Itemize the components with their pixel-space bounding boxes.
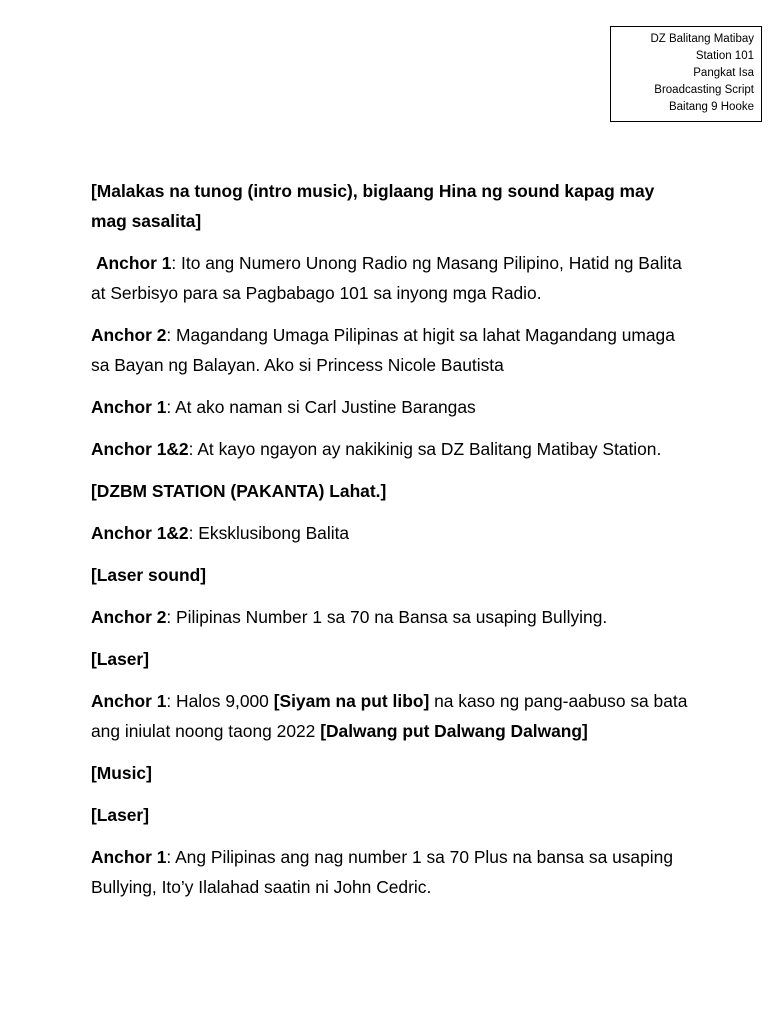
speaker-label: Anchor 2 <box>91 325 167 345</box>
header-document-type: Broadcasting Script <box>654 84 754 96</box>
speaker-label: Anchor 1&2 <box>91 523 189 543</box>
dialogue-text: na kaso ng pang-aabuso sa bata ang iniulat noong taong 2022 <box>91 691 688 741</box>
speaker-label: Anchor 1 <box>91 691 167 711</box>
script-paragraph-anchor-line <box>91 248 691 308</box>
spoken-number-cue: [Siyam na put libo] <box>273 691 430 711</box>
script-paragraph-anchor-line <box>91 602 691 632</box>
header-station-number: Station 101 <box>695 50 754 62</box>
dialogue-text: : Halos 9,000 <box>166 691 274 711</box>
script-paragraph-anchor-line <box>91 842 691 902</box>
sound-cue: [Laser] <box>91 805 149 825</box>
script-paragraph-anchor-line <box>91 320 691 380</box>
speaker-label: Anchor 1 <box>91 397 167 417</box>
script-paragraph-cue <box>91 758 691 788</box>
script-paragraph-cue <box>91 800 691 830</box>
script-paragraph-anchor-line <box>91 686 691 746</box>
dialogue-text: : Eksklusibong Balita <box>188 523 350 543</box>
script-paragraph-cue <box>91 476 691 506</box>
dialogue-text: : Pilipinas Number 1 sa 70 na Bansa sa usaping Bullying. <box>166 607 608 627</box>
speaker-label: Anchor 1 <box>91 847 167 867</box>
document-header-box <box>610 26 762 122</box>
speaker-label: Anchor 2 <box>91 607 167 627</box>
script-paragraph-anchor-line <box>91 392 691 422</box>
sound-cue: [Laser sound] <box>91 565 206 585</box>
header-station-name: DZ Balitang Matibay <box>650 33 754 45</box>
sound-cue: [DZBM STATION (PAKANTA) Lahat.] <box>91 481 387 501</box>
broadcast-script <box>91 176 691 914</box>
script-paragraph-anchor-line <box>91 434 691 464</box>
sound-cue: [Music] <box>91 763 152 783</box>
sound-cue: [Malakas na tunog (intro music), biglaang Hina ng sound kapag may mag sasalita] <box>91 181 655 231</box>
dialogue-text: : Ang Pilipinas ang nag number 1 sa 70 Plus na bansa sa usaping Bullying, Ito’y Ilalahad saatin ni John Cedric. <box>91 847 673 897</box>
sound-cue: [Laser] <box>91 649 149 669</box>
dialogue-text: : Ito ang Numero Unong Radio ng Masang Pilipino, Hatid ng Balita at Serbisyo para sa Pagbabago 101 sa inyong mga Radio. <box>91 253 682 303</box>
dialogue-text: : Magandang Umaga Pilipinas at higit sa lahat Magandang umaga sa Bayan ng Balayan. Ako si Princess Nicole Bautista <box>91 325 675 375</box>
script-paragraph-cue <box>91 644 691 674</box>
speaker-label: Anchor 1&2 <box>91 439 189 459</box>
header-grade-section: Baitang 9 Hooke <box>668 101 754 113</box>
script-paragraph-cue <box>91 560 691 590</box>
script-paragraph-intro-cue <box>91 176 691 236</box>
dialogue-text: : At kayo ngayon ay nakikinig sa DZ Balitang Matibay Station. <box>188 439 662 459</box>
header-group: Pangkat Isa <box>693 67 754 79</box>
script-paragraph-anchor-line <box>91 518 691 548</box>
dialogue-text: : At ako naman si Carl Justine Barangas <box>166 397 476 417</box>
spoken-number-cue: [Dalwang put Dalwang Dalwang] <box>320 721 588 741</box>
speaker-label: Anchor 1 <box>96 253 172 273</box>
